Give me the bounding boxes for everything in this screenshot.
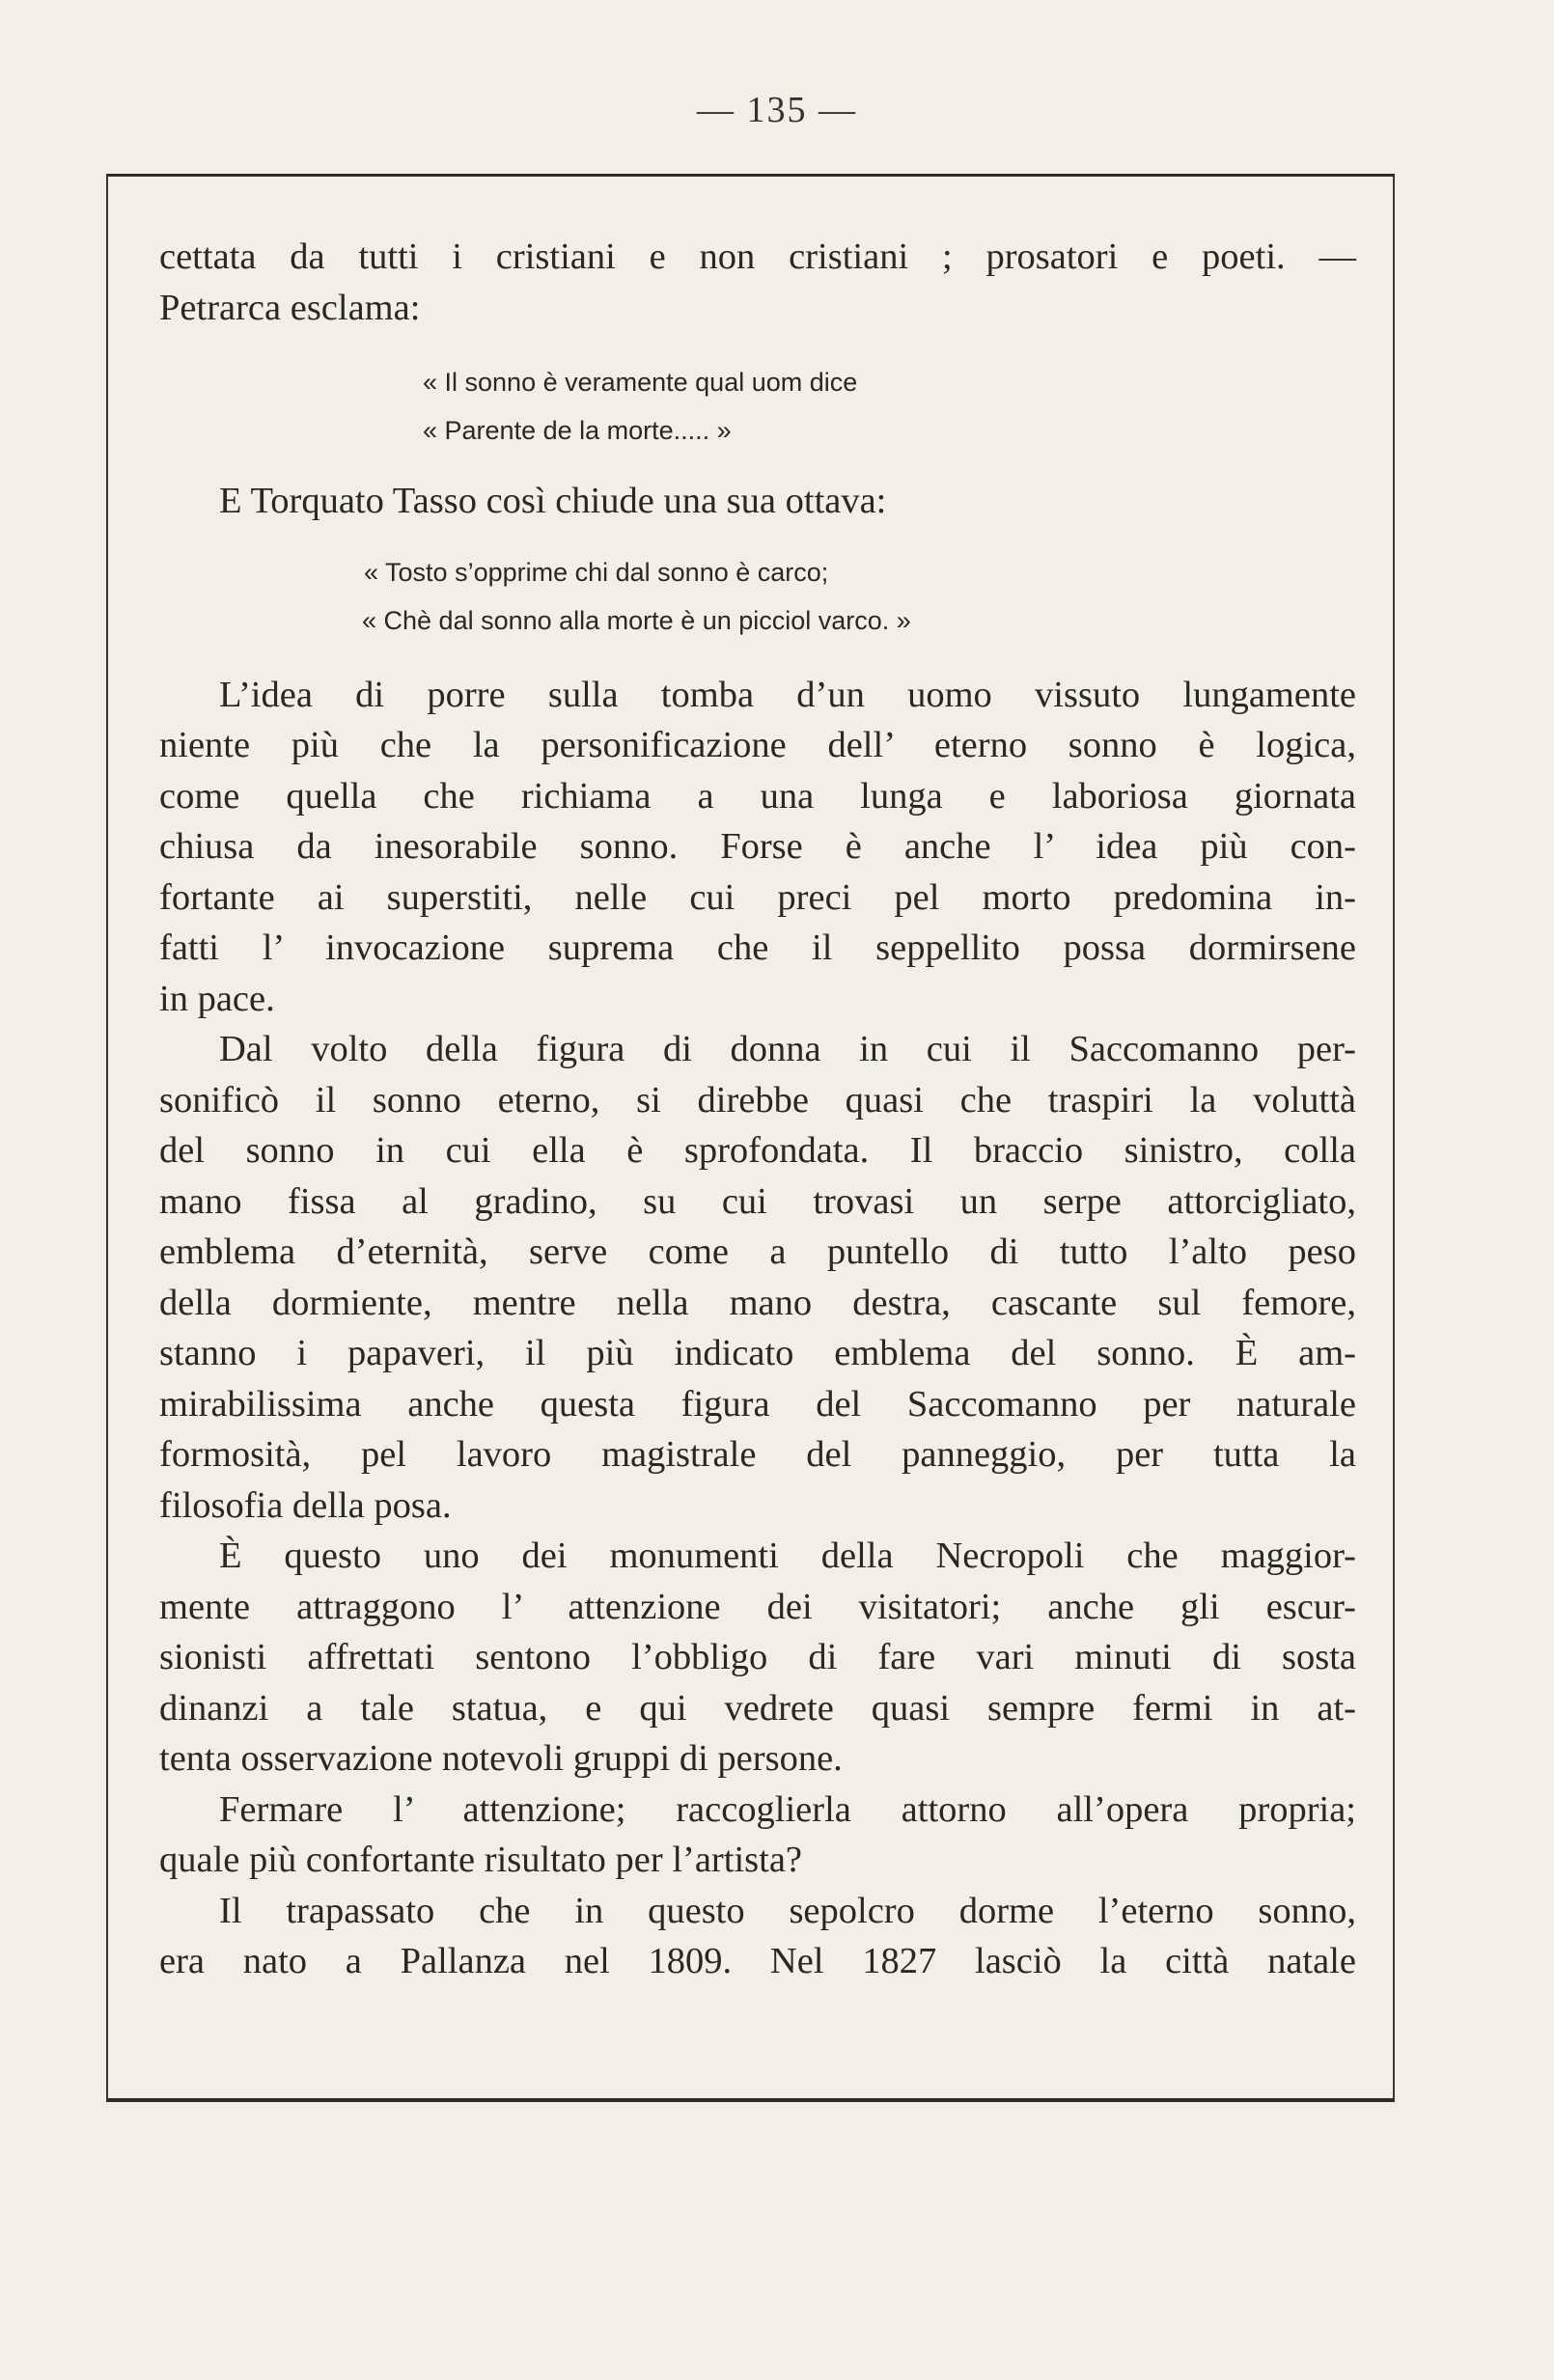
text-line: fortante ai superstiti, nelle cui preci pel morto predomina in- (159, 876, 1356, 918)
text-line: tenta osservazione notevoli gruppi di persone. (159, 1738, 843, 1779)
text-line: niente più che la personificazione dell’ eterno sonno è logica, (159, 725, 1356, 765)
text-line: sonificò il sonno eterno, si direbbe quasi che traspiri la voluttà (159, 1079, 1356, 1121)
text-line: Fermare l’ attenzione; raccoglierla attorno all’opera propria; (219, 1788, 1356, 1830)
text-line: Petrarca esclama: (159, 287, 421, 328)
text-line: quale più confortante risultato per l’artista? (159, 1840, 803, 1880)
paragraph-fermare (159, 1785, 1356, 1886)
text-line: del sonno in cui ella è sprofondata. Il braccio sinistro, colla (159, 1130, 1356, 1171)
text-line: emblema d’eternità, serve come a puntello di tutto l’alto peso (159, 1232, 1356, 1272)
page-number: — 135 — (697, 90, 857, 130)
text-line: fatti l’ invocazione suprema che il seppellito possa dormirsene (159, 927, 1356, 968)
text-line: in pace. (159, 978, 275, 1019)
text-line: filosofia della posa. (159, 1484, 452, 1526)
text-line: stanno i papaveri, il più indicato emblema del sonno. È am- (159, 1333, 1356, 1373)
petrarca-quote (423, 358, 1356, 455)
quote-line: « Chè dal sonno alla morte è un picciol varco. » (362, 605, 911, 635)
text-line: È questo uno dei monumenti della Necropoli che maggior- (219, 1536, 1356, 1576)
paragraph-tasso (159, 476, 1356, 527)
quote-line: « Parente de la morte..... » (423, 416, 732, 445)
tasso-quote (362, 548, 1356, 645)
paragraph-trapassato (159, 1886, 1356, 1987)
quote-line: « Il sonno è veramente qual uom dice (423, 368, 858, 397)
text-line: mente attraggono l’ attenzione dei visitatori; anche gli escur- (159, 1586, 1356, 1627)
text-line: E Torquato Tasso così chiude una sua ottava: (219, 481, 887, 521)
page-body (159, 232, 1356, 1987)
text-line: come quella che richiama a una lunga e laboriosa giornata (159, 775, 1356, 816)
text-line: chiusa da inesorabile sonno. Forse è anche l’ idea più con- (159, 826, 1356, 867)
quote-line: « Tosto s’opprime chi dal sonno è carco; (364, 557, 829, 587)
text-line: mano fissa al gradino, su cui trovasi un serpe attorcigliato, (159, 1180, 1356, 1222)
text-line: della dormiente, mentre nella mano destra, cascante sul femore, (159, 1282, 1356, 1323)
text-line: mirabilissima anche questa figura del Saccomanno per naturale (159, 1383, 1356, 1425)
text-line: Dal volto della figura di donna in cui il Saccomanno per- (219, 1029, 1356, 1069)
text-line: era nato a Pallanza nel 1809. Nel 1827 lasciò la città natale (159, 1941, 1356, 1981)
text-line: dinanzi a tale statua, e qui vedrete quasi sempre fermi in at- (159, 1687, 1356, 1729)
text-line: cettata da tutti i cristiani e non cristiani ; prosatori e poeti. — (159, 236, 1356, 277)
text-line: sionisti affrettati sentono l’obbligo di fare vari minuti di sosta (159, 1637, 1356, 1677)
paragraph-volto (159, 1024, 1356, 1531)
paragraph-idea (159, 670, 1356, 1025)
paragraph-opening (159, 232, 1356, 333)
text-line: formosità, pel lavoro magistrale del panneggio, per tutta la (159, 1434, 1356, 1475)
text-line: Il trapassato che in questo sepolcro dorme l’eterno sonno, (219, 1890, 1356, 1931)
paragraph-monumento (159, 1531, 1356, 1785)
text-line: L’idea di porre sulla tomba d’un uomo vissuto lungamente (219, 674, 1356, 715)
